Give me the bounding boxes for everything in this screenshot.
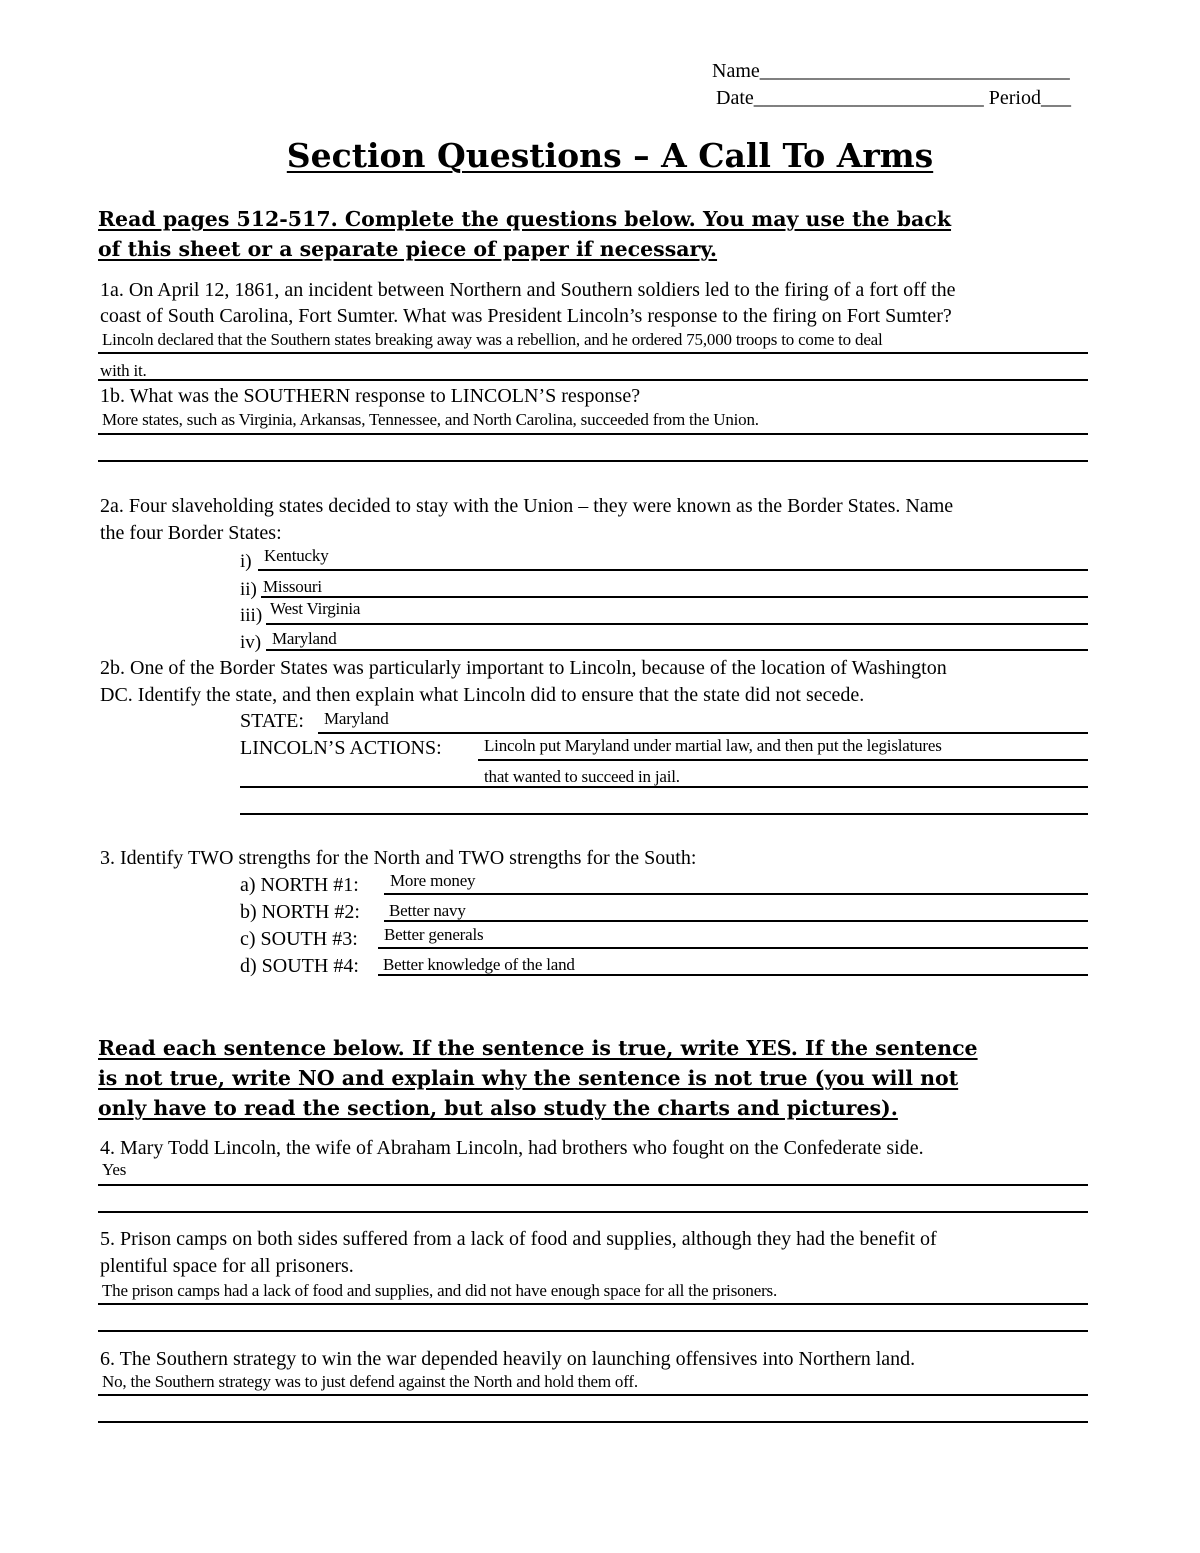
border-state-label-1: i): [240, 551, 252, 572]
instructions2-line-1: Read each sentence below. If the sentence is true, write YES. If the sentence: [98, 1036, 978, 1060]
q1a-answer-rule-2: [98, 379, 1088, 381]
strength-label-4: d) SOUTH #4:: [240, 955, 359, 977]
q4-answer-rule-2: [98, 1211, 1088, 1213]
q4-question: 4. Mary Todd Lincoln, the wife of Abraham Lincoln, had brothers who fought on the Confederate side.: [100, 1137, 924, 1159]
instructions-line-1: Read pages 512-517. Complete the questions below. You may use the back: [98, 207, 952, 231]
q2b-state-label: STATE:: [240, 710, 304, 732]
q2b-actions-answer-1: Lincoln put Maryland under martial law, and then put the legislatures: [484, 736, 942, 755]
q5-answer-rule-1: [98, 1303, 1088, 1305]
instructions2-line-2: is not true, write NO and explain why the sentence is not true (you will not: [98, 1066, 959, 1090]
q2b-text-line-1: 2b. One of the Border States was particularly important to Lincoln, because of the location of Washington: [100, 657, 947, 679]
q2b-actions-label: LINCOLN’S ACTIONS:: [240, 737, 442, 759]
q6-answer-rule-1: [98, 1394, 1088, 1396]
q2b-actions-rule-2: [240, 786, 1088, 788]
border-state-rule-2: [261, 596, 1088, 598]
q1b-answer: More states, such as Virginia, Arkansas, Tennessee, and North Carolina, succeeded from the Union.: [102, 410, 759, 429]
page-title: Section Questions – A Call To Arms: [286, 136, 934, 175]
border-state-label-2: ii): [240, 579, 257, 600]
border-state-rule-3: [266, 623, 1088, 625]
border-state-rule-1: [258, 569, 1088, 571]
border-state-label-3: iii): [240, 605, 263, 626]
strength-label-3: c) SOUTH #3:: [240, 928, 358, 950]
strength-answer-3: Better generals: [384, 925, 484, 944]
strength-rule-4: [378, 974, 1088, 976]
q5-text-line-1: 5. Prison camps on both sides suffered from a lack of food and supplies, although they had the benefit of: [100, 1228, 937, 1250]
q1a-text-line-1: 1a. On April 12, 1861, an incident between Northern and Southern soldiers led to the firing of a fort off the: [100, 279, 956, 301]
strength-label-1: a) NORTH #1:: [240, 874, 359, 896]
q1b-answer-rule-1: [98, 433, 1088, 435]
q5-answer-rule-2: [98, 1330, 1088, 1332]
strength-answer-1: More money: [390, 871, 476, 890]
q5-answer: The prison camps had a lack of food and supplies, and did not have enough space for all the prisoners.: [102, 1281, 777, 1300]
strength-rule-2: [384, 920, 1088, 922]
q2b-state-rule: [318, 732, 1088, 734]
q2b-actions-answer-2: that wanted to succeed in jail.: [484, 767, 680, 786]
q2b-state-answer: Maryland: [324, 709, 389, 728]
name-field-label: Name_______________________________: [712, 60, 1070, 82]
instructions-line-2: of this sheet or a separate piece of paper if necessary.: [98, 237, 718, 261]
strength-label-2: b) NORTH #2:: [240, 901, 360, 923]
q2b-actions-rule-1: [478, 759, 1088, 761]
q6-answer-rule-2: [98, 1421, 1088, 1423]
strength-answer-2: Better navy: [389, 901, 466, 920]
q1b-answer-rule-2: [98, 460, 1088, 462]
q4-answer-rule-1: [98, 1184, 1088, 1186]
strength-answer-4: Better knowledge of the land: [383, 955, 575, 974]
q4-answer: Yes: [102, 1160, 127, 1179]
q1a-answer-rule-1: [98, 352, 1088, 354]
border-state-label-4: iv): [240, 632, 262, 653]
instructions2-line-3: only have to read the section, but also study the charts and pictures).: [98, 1096, 898, 1120]
border-state-rule-4: [266, 649, 1088, 651]
q1a-answer-line-1: Lincoln declared that the Southern states breaking away was a rebellion, and he ordered 75,000 troops to come to deal: [102, 330, 883, 349]
q2b-text-line-2: DC. Identify the state, and then explain what Lincoln did to ensure that the state did not secede.: [100, 684, 865, 706]
q1a-answer-line-2: with it.: [100, 361, 147, 380]
q6-answer: No, the Southern strategy was to just defend against the North and hold them off.: [102, 1372, 638, 1391]
q5-text-line-2: plentiful space for all prisoners.: [100, 1255, 354, 1277]
q2b-actions-rule-3: [240, 813, 1088, 815]
border-state-answer-4: Maryland: [272, 629, 337, 648]
q3-question: 3. Identify TWO strengths for the North and TWO strengths for the South:: [100, 847, 697, 869]
q2a-text-line-1: 2a. Four slaveholding states decided to stay with the Union – they were known as the Border States. Name: [100, 495, 954, 517]
border-state-answer-1: Kentucky: [264, 546, 329, 565]
border-state-answer-2: Missouri: [263, 577, 322, 596]
q1b-question: 1b. What was the SOUTHERN response to LINCOLN’S response?: [100, 385, 641, 407]
date-period-field-label: Date_______________________ Period___: [716, 87, 1071, 109]
strength-rule-3: [378, 947, 1088, 949]
q6-question: 6. The Southern strategy to win the war depended heavily on launching offensives into Northern land.: [100, 1348, 916, 1370]
border-state-answer-3: West Virginia: [270, 599, 361, 618]
q2a-text-line-2: the four Border States:: [100, 522, 282, 544]
q1a-text-line-2: coast of South Carolina, Fort Sumter. What was President Lincoln’s response to the firing on Fort Sumter?: [100, 305, 952, 327]
strength-rule-1: [384, 893, 1088, 895]
